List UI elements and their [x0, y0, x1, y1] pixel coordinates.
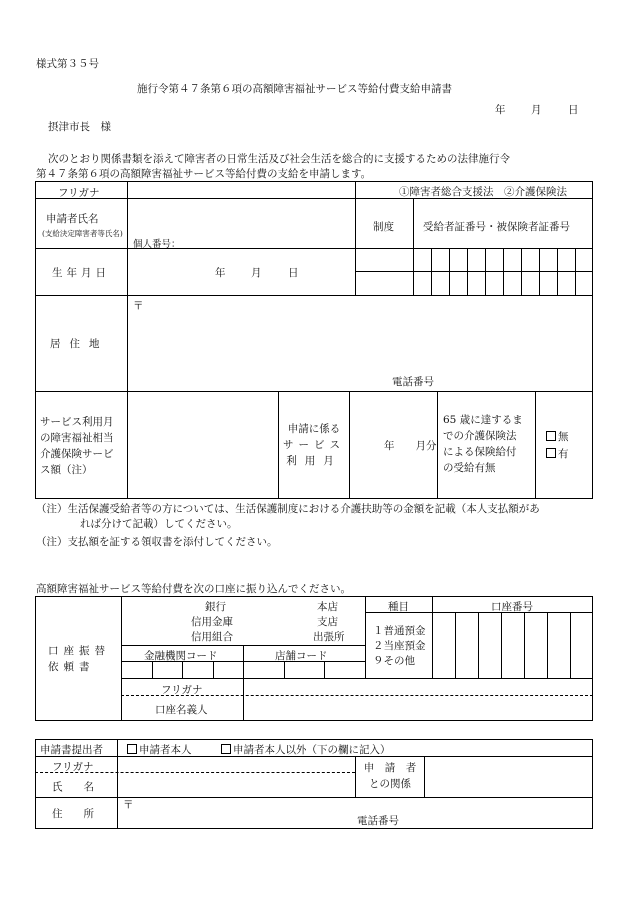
bank-code-label: 金融機関コード	[144, 650, 218, 662]
date-year: 年	[495, 104, 506, 116]
branch-code-label: 店舗コード	[275, 650, 328, 662]
submitter-furigana-label: フリガナ	[52, 761, 94, 773]
cert-number-label: 受給者証番号・被保険者証番号	[423, 221, 570, 233]
submitter-phone-label: 電話番号	[357, 815, 399, 827]
account-type-header: 種目	[388, 601, 409, 613]
birth-date-label: 生年月日	[52, 267, 110, 279]
note-2: （注）支払額を証する領収書を添付してください。	[36, 536, 278, 548]
branch-suffix-main: 本店	[317, 601, 338, 613]
relation-label: 申 請 者 との関係	[363, 762, 417, 790]
bank-suffix-bank: 銀行	[205, 601, 226, 613]
account-holder-label: 口座名義人	[155, 704, 208, 716]
transfer-request-label: 口座振替 依頼書	[48, 645, 110, 673]
checkbox-none[interactable]: 無	[546, 429, 569, 444]
applicant-name-note: (支給決定障害者等氏名)	[42, 229, 123, 238]
submitter-option-self[interactable]: 申請者本人	[127, 742, 192, 757]
account-furigana-label: フリガナ	[161, 684, 203, 696]
bank-intro: 高額障害福祉サービス等給付費を次の口座に振り込んでください。	[36, 583, 351, 595]
bank-suffix-credit-union: 信用組合	[191, 631, 233, 643]
note-1-line-2: れば分けて記載）してください。	[80, 518, 238, 530]
service-amount-label: サービス利用月 の障害福祉相当 介護保険サービ ス額（注）	[40, 416, 114, 476]
submitter-address-label: 住 所	[52, 808, 94, 820]
note-1-line-1: （注）生活保護受給者等の方については、生活保護制度における介護扶助等の金額を記載（本人支払額があ	[36, 503, 540, 515]
postal-mark: 〒	[133, 300, 144, 312]
intro-line-2: 第４７条第６項の高額障害福祉サービス等給付費の支給を申請します。	[36, 168, 372, 180]
birth-year: 年	[215, 267, 226, 279]
system-label: 制度	[373, 221, 394, 233]
year-month: 年 月分	[384, 440, 437, 452]
address-label: 居住地	[50, 338, 109, 350]
account-type-options: １普通預金 ２当座預金 ９その他	[373, 625, 426, 667]
bank-suffix-credit-bank: 信用金庫	[191, 616, 233, 628]
submitter-name-label: 氏 名	[52, 781, 94, 793]
personal-number-label: 個人番号：	[133, 239, 181, 250]
addressee: 摂津市長 様	[48, 121, 111, 133]
branch-suffix-office: 出張所	[313, 631, 345, 643]
date-day: 日	[568, 104, 579, 116]
phone-label: 電話番号	[392, 376, 434, 388]
furigana-label: フリガナ	[58, 187, 100, 199]
birth-day: 日	[288, 267, 299, 279]
service-month-label: 申請に係る サービス 利用月	[283, 423, 345, 467]
age65-label: 65 歳に達するま での介護保険法 による保険給付 の受給有無	[443, 414, 523, 474]
form-number: 様式第３５号	[36, 58, 99, 70]
insurance-types: ①障害者総合支援法 ②介護保険法	[399, 186, 567, 198]
account-number-header: 口座番号	[491, 601, 533, 613]
applicant-name-label: 申請者氏名	[46, 213, 99, 225]
date-month: 月	[531, 104, 542, 116]
birth-month: 月	[251, 267, 262, 279]
intro-line-1: 次のとおり関係書類を添えて障害者の日常生活及び社会生活を総合的に支援するための法律施行令	[48, 153, 510, 165]
page-title: 施行令第４７条第６項の高額障害福祉サービス等給付費支給申請書	[137, 83, 452, 95]
checkbox-yes[interactable]: 有	[546, 446, 569, 461]
branch-suffix-branch: 支店	[317, 616, 338, 628]
submitter-label: 申請書提出者	[40, 744, 103, 756]
submitter-postal-mark: 〒	[123, 799, 134, 811]
submitter-option-other[interactable]: 申請者本人以外（下の欄に記入）	[221, 742, 391, 757]
